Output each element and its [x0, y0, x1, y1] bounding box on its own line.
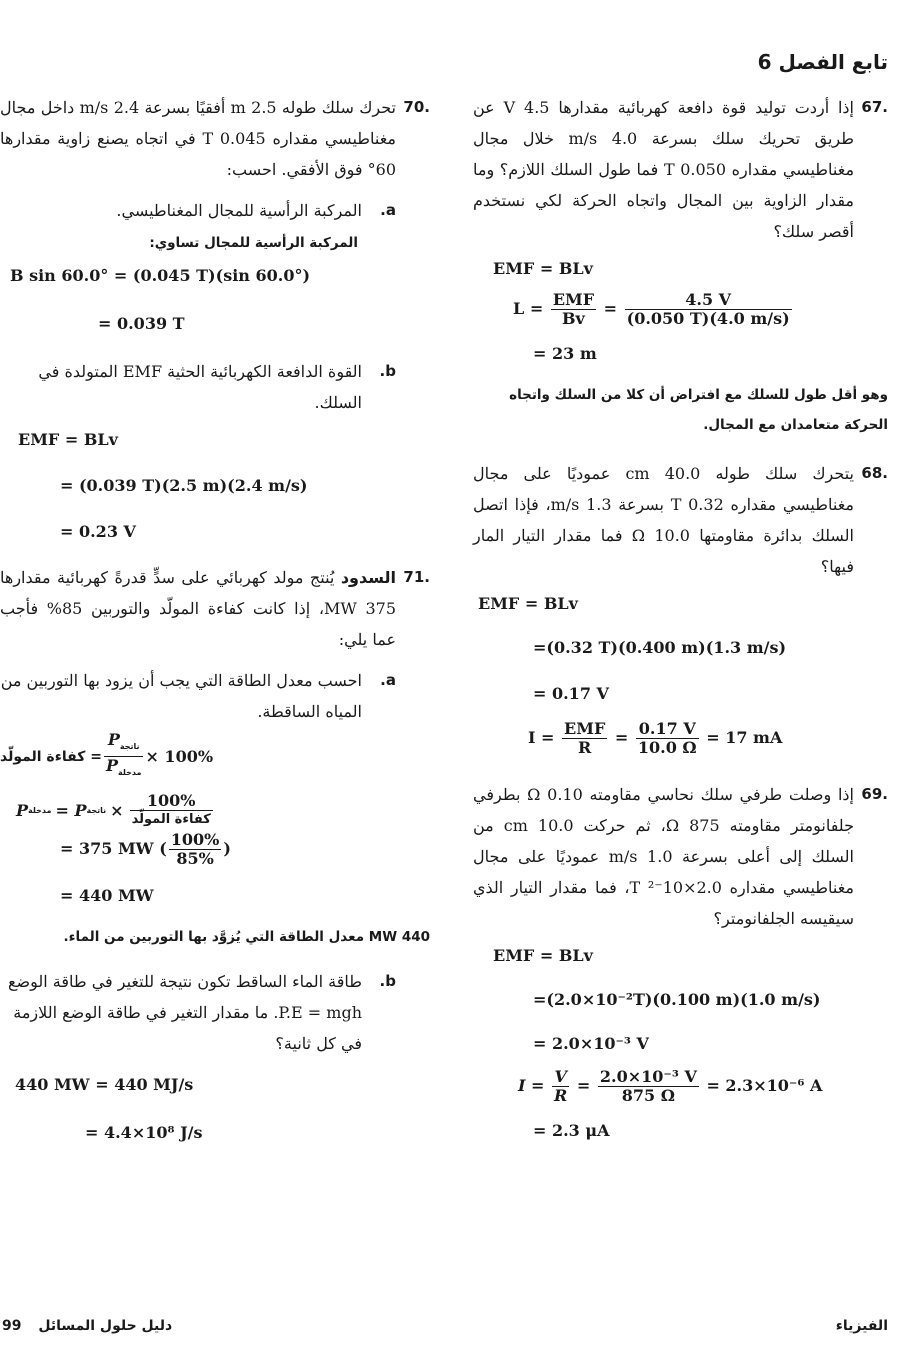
- problem-69: [473, 779, 888, 934]
- equation: = 0.039 T: [98, 314, 185, 333]
- page-number: 99: [2, 1318, 22, 1334]
- equation: كفاءة المولّد = $\frac{P_{ناتجة}}{P_{مدخلة}}$ × 100%: [0, 730, 214, 778]
- problem-67: [473, 92, 888, 247]
- footer-guide-title: دليل حلول المسائل: [38, 1318, 173, 1334]
- problem-number: .70: [403, 98, 430, 116]
- subpart-label: a.: [380, 671, 396, 689]
- footer-guide: [2, 1318, 172, 1334]
- subpart-text: طاقة الماء الساقط تكون نتيجة للتغير في طاقة الوضع P.E = mgh. ما مقدار التغير في طاقة الوضع اللازمة في كل ثانية؟: [8, 972, 362, 1054]
- problem-text: تحرك سلك طوله 2.5 m أفقيًا بسرعة 2.4 m/s داخل مجال مغناطيسي مقداره 0.045 T في اتجاه يصنع زاوية مقدارها 60° فوق الأفقي. احسب:: [0, 98, 396, 179]
- subpart-label: a.: [380, 201, 396, 219]
- equation: B sin 60.0° = (0.045 T)(sin 60.0°): [10, 266, 311, 285]
- footer-subject: الفيزياء: [835, 1318, 888, 1334]
- left-column: [0, 92, 430, 1145]
- equation: = 440 MW: [60, 886, 154, 906]
- problem-text: إذا أردت توليد قوة دافعة كهربائية مقدارها 4.5 V عن طريق تحريك سلك بسرعة 4.0 m/s خلال مجال مغناطيسي مقداره 0.050 T فما طول السلك اللازم؟ وما مقدار الزاوية بين المجال واتجاه الحركة لكي نستخدم أقصر سلك؟: [473, 98, 855, 241]
- subpart-label: b.: [379, 362, 396, 380]
- right-column: [473, 92, 888, 1143]
- equation: = 2.0×10⁻³ V: [533, 1034, 649, 1053]
- page-title: تابع الفصل 6: [757, 50, 888, 74]
- answer-note: 440 MW معدل الطاقة التي يُزوَّد بها التوربين من الماء.: [63, 929, 430, 946]
- equation: = 0.17 V: [533, 684, 609, 703]
- equation: = 2.3 μA: [533, 1121, 610, 1140]
- equation: I = $\frac{\text{EMF}}{R}$ = $\frac{0.17 V}{10.0 \Omega}$ = 17 mA: [528, 719, 783, 757]
- subpart-text: احسب معدل الطاقة التي يجب أن يزود بها التوربين من المياه الساقطة.: [0, 671, 362, 721]
- problem-number: .69: [861, 785, 888, 803]
- equation: P مدخلة = P ناتجة × $\frac{100\%}{\text{كفاءة المولّد}}$: [16, 791, 211, 828]
- subpart-b: [0, 356, 396, 418]
- subpart-text: القوة الدافعة الكهربائية الحثية EMF المتولدة في السلك.: [38, 362, 362, 412]
- equation: =(0.32 T)(0.400 m)(1.3 m/s): [533, 638, 787, 657]
- subpart-a: [0, 195, 396, 226]
- problem-68: [473, 458, 888, 582]
- equation: EMF = BLv: [478, 594, 578, 613]
- subpart-label: b.: [379, 972, 396, 991]
- equation: = (0.039 T)(2.5 m)(2.4 m/s): [60, 476, 308, 495]
- equation: EMF = BLv: [493, 946, 593, 965]
- problem-number: .68: [861, 464, 888, 482]
- problem-text: إذا وصلت طرفي سلك نحاسي مقاومته 0.10 Ω بطرفي جلفانومتر مقاومته 875 Ω، ثم حركت 10.0 cm من السلك إلى أعلى بسرعة 1.0 m/s عموديًا على مجال مغناطيسي مقداره 2.0×10⁻² T، فما مقدار التيار الذي سيقيسه الجلفانومتر؟: [473, 785, 855, 928]
- equation: L = $\frac{\text{EMF}}{Bv}$ = $\frac{4.5 V}{(0.050 T)(4.0 m/s)}$: [513, 290, 790, 328]
- equation: EMF = BLv: [18, 430, 118, 449]
- problem-number: .71: [403, 568, 430, 586]
- subpart-note: المركبة الرأسية للمجال تساوي:: [149, 235, 358, 251]
- subpart-text: المركبة الرأسية للمجال المغناطيسي.: [116, 201, 362, 220]
- equation: 440 MW = 440 MJ/s: [15, 1075, 194, 1095]
- problem-lead: السدود: [340, 568, 396, 587]
- problem-70: [0, 92, 430, 185]
- equation: =(2.0×10⁻²T)(0.100 m)(1.0 m/s): [533, 990, 821, 1009]
- equation: = 0.23 V: [60, 522, 136, 541]
- problem-text: السدود يُنتج مولد كهربائي على سدٍّ قدرةً كهربائية مقدارها 375 MW، إذا كانت كفاءة المولّد والتوربين 85% فأجب عما يلي:: [0, 568, 397, 649]
- problem-text: يتحرك سلك طوله 40.0 cm عموديًا على مجال مغناطيسي مقداره 0.32 T بسرعة 1.3 m/s، فإذا اتصل السلك بدائرة مقاومتها 10.0 Ω فما مقدار التيار المار فيها؟: [473, 464, 854, 576]
- subpart-a: [0, 665, 396, 727]
- subpart-b: [0, 966, 396, 1059]
- answer-note: وهو أقل طول للسلك مع افتراض أن كلا من السلك واتجاه الحركة متعامدان مع المجال.: [509, 387, 888, 433]
- problem-number: .67: [861, 98, 888, 116]
- problem-71: [0, 562, 430, 655]
- equation: I = $\frac{V}{R}$ = $\frac{\text{2.0×10⁻³ V}}{875 \Omega}$ = 2.3×10⁻⁶ A: [518, 1067, 823, 1105]
- equation: = 375 MW ( $\frac{100\%}{85\%}$ ): [60, 830, 231, 869]
- equation: EMF = BLv: [493, 259, 593, 278]
- equation: = 23 m: [533, 344, 597, 363]
- equation: = 4.4×10⁸ J/s: [85, 1123, 203, 1143]
